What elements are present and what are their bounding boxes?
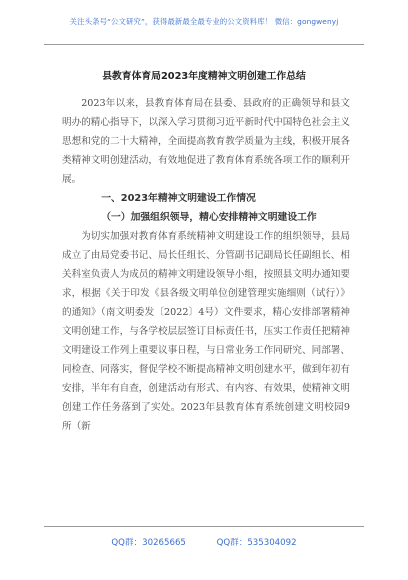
subsection-heading: （一）加强组织领导，精心安排精神文明建设工作 bbox=[101, 212, 317, 223]
footer bbox=[0, 536, 408, 548]
header-divider bbox=[44, 44, 364, 45]
intro-paragraph: 2023年以来，县教育体育局在县委、县政府的正确领导和县文明办的精心指导下，以深入学习贯彻习近平新时代中国特色社会主义思想和党的二十大精神，全面提高教育教学质量为主线，积极开展各类精神文明创建活动，有效地促进了教育体育系统各项工作的顺利开展。 bbox=[62, 98, 350, 185]
footer-divider bbox=[44, 526, 364, 527]
promo-banner: 关注头条号“公文研究”，获得最新最全最专业的公文资料库！ 微信：gongwenyj bbox=[69, 17, 339, 26]
section-heading: 一、2023年精神文明建设工作情况 bbox=[101, 193, 256, 204]
body-paragraph: 为切实加强对教育体育系统精神文明建设工作的组织领导，县局成立了由局党委书记、局长任组长、分管副书记副局长任副组长、相关科室负责人为成员的精神文明建设领导小组，按照县文明办通知要求，根据《关于印发《县各级文明单位创建管理实施细则（试行）》的通知》（南文明委发〔2022〕4号）文件要求，精心安排部署精神文明创建工作，与各学校层层签订目标责任书，压实工作责任把精神文明建设工作列上重要议事日程，与日常业务工作同研究、同部署、同检查、同落实，督促学校不断提高精神文明创建水平，做到年初有安排，半年有自查，创建活动有形式、有内容、有效果，使精神文明创建工作任务落到了实处。2023年县教育体育系统创建文明校园9所（新 bbox=[62, 231, 350, 432]
document-body bbox=[62, 94, 350, 436]
document-title: 县教育体育局2023年度精神文明创建工作总结 bbox=[102, 71, 306, 82]
qq-group-1: QQ群：30265665 bbox=[111, 538, 186, 548]
qq-group-2: QQ群：535304092 bbox=[216, 538, 297, 548]
